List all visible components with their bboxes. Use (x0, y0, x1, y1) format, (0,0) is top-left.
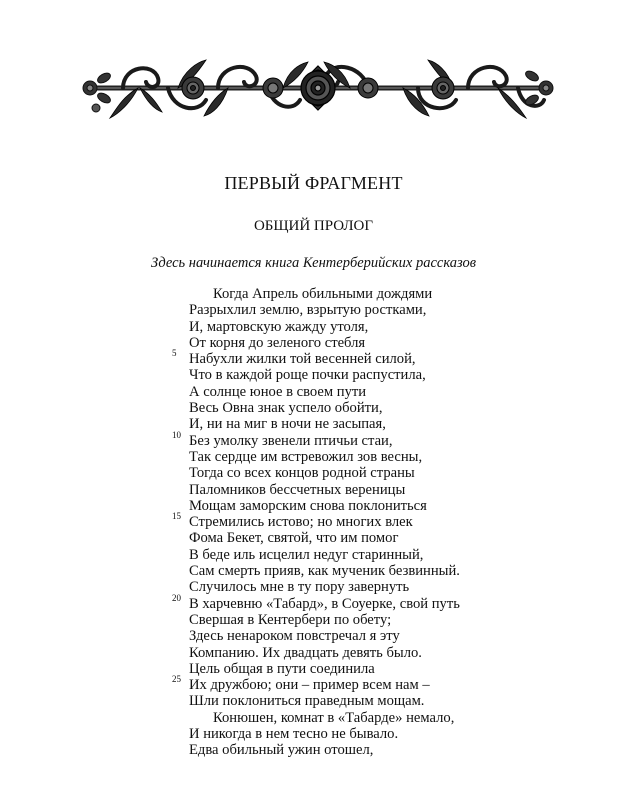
verse-text: Стремились истово; но многих влек (189, 514, 413, 531)
verse-text: Их дружбою; они – пример всем нам – (189, 677, 430, 694)
verse-text: И, ни на миг в ночи не засыпая, (189, 416, 386, 433)
verse-text: Паломников бессчетных вереницы (189, 481, 406, 498)
verse-line (189, 563, 529, 579)
verse-line (172, 429, 529, 449)
verse-text: Здесь ненароком повстречал я эту (189, 628, 400, 645)
verse-line (189, 530, 529, 546)
poem-text (172, 286, 529, 759)
verse-text: Набухли жилки той весенней силой, (189, 351, 416, 368)
verse-text: Сам смерть прияв, как мученик безвинный. (189, 563, 460, 580)
line-number: 15 (172, 511, 181, 522)
verse-line (189, 367, 529, 383)
verse-line (189, 416, 529, 432)
verse-text: От корня до зеленого стебля (189, 334, 366, 351)
verse-text: Свершая в Кентербери по обету; (189, 611, 392, 628)
verse-text: В харчевню «Табард», в Соуерке, свой путь (189, 595, 460, 612)
verse-line (189, 742, 529, 758)
verse-line (189, 693, 529, 709)
verse-line (172, 674, 529, 694)
fragment-title: ПЕРВЫЙ ФРАГМЕНТ (224, 173, 403, 193)
verse-text: Разрыхлил землю, взрытую ростками, (189, 302, 427, 319)
verse-text: А солнце юное в своем пути (189, 383, 367, 400)
verse-line (172, 511, 529, 531)
verse-text: Едва обильный ужин отошел, (189, 742, 374, 759)
verse-line (189, 384, 529, 400)
line-number: 10 (172, 429, 181, 440)
verse-text: Цель общая в пути соединила (189, 660, 375, 677)
verse-line (189, 335, 529, 351)
verse-line (189, 710, 529, 726)
line-number: 5 (172, 348, 177, 359)
prologue-title: ОБЩИЙ ПРОЛОГ (253, 218, 374, 234)
line-number: 20 (172, 592, 181, 603)
verse-text: И никогда в нем тесно не бывало. (189, 726, 399, 743)
verse-text: Компанию. Их двадцать девять было. (189, 644, 422, 661)
verse-line (172, 592, 529, 612)
verse-line (189, 465, 529, 481)
verse-line (189, 400, 529, 416)
verse-line (189, 726, 529, 742)
verse-text: Мощам заморским снова поклониться (189, 497, 427, 514)
verse-text: Конюшен, комнат в «Табарде» немало, (213, 709, 455, 726)
verse-line (189, 579, 529, 595)
verse-line (189, 319, 529, 335)
verse-line (189, 628, 529, 644)
verse-line (189, 286, 529, 302)
verse-text: И, мартовскую жажду утоля, (189, 318, 369, 335)
verse-line (189, 498, 529, 514)
verse-line (189, 547, 529, 563)
verse-line (189, 302, 529, 318)
verse-text: Случилось мне в ту пору завернуть (189, 579, 410, 596)
verse-text: Без умолку звенели птичьи стаи, (189, 432, 393, 449)
verse-text: Фома Бекет, святой, что им помог (189, 530, 399, 547)
verse-text: Шли поклониться праведным мощам. (189, 693, 425, 710)
verse-text: В беде иль исцелил недуг старинный, (189, 546, 424, 563)
verse-line (189, 661, 529, 677)
verse-text: Когда Апрель обильными дождями (213, 286, 433, 302)
verse-line (189, 645, 529, 661)
verse-text: Что в каждой роще почки распустила, (189, 367, 426, 384)
intro-line: Здесь начинается книга Кентерберийских рассказов (150, 255, 477, 271)
floral-ornament-header (78, 48, 558, 128)
verse-line (189, 482, 529, 498)
verse-text: Тогда со всех концов родной страны (189, 465, 415, 482)
verse-line (172, 348, 529, 368)
verse-line (189, 449, 529, 465)
verse-text: Весь Овна знак успело обойти, (189, 400, 383, 417)
verse-text: Так сердце им встревожил зов весны, (189, 448, 423, 465)
verse-line (189, 612, 529, 628)
line-number: 25 (172, 674, 181, 685)
